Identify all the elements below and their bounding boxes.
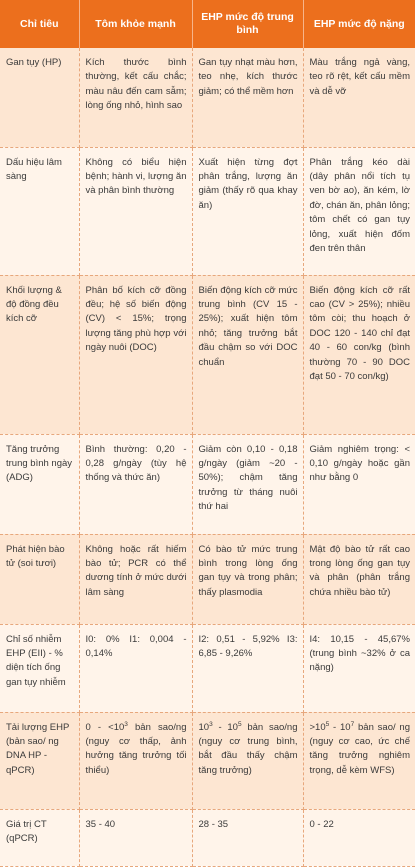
moderate-cell: 28 - 35 [192, 809, 303, 866]
criterion-cell: Gan tụy (HP) [0, 48, 79, 147]
severe-cell: Biến động kích cỡ rất cao (CV > 25%); nhiều tôm còi; thu hoạch ở DOC 120 - 140 chỉ đạt 40 - 60 con/kg (bình thường 70 - 90 DOC đạt 50 - 70 con/kg) [303, 275, 415, 434]
moderate-cell: Có bào tử mức trung bình trong lòng ống gan tụy và trong phân; thấy plasmodia [192, 534, 303, 624]
criterion-cell: Tải lượng EHP (bản sao/ ng DNA HP - qPCR) [0, 712, 79, 809]
criterion-cell: Chỉ số nhiễm EHP (EII) - % diện tích ống gan tụy nhiễm [0, 624, 79, 712]
moderate-cell [192, 712, 303, 809]
moderate-cell: I2: 0,51 - 5,92% I3: 6,85 - 9,26% [192, 624, 303, 712]
severe-cell: Mật độ bào tử rất cao trong lòng ống gan tụy và phân (phân trắng chứa nhiều bào tử) [303, 534, 415, 624]
healthy-cell: Không hoặc rất hiếm bào tử; PCR có thể dương tính ở mức dưới lâm sàng [79, 534, 192, 624]
criterion-cell: Phát hiện bào tử (soi tươi) [0, 534, 79, 624]
healthy-cell: I0: 0% I1: 0,004 - 0,14% [79, 624, 192, 712]
severe-load-exponent-b: 7 [350, 720, 355, 728]
moderate-load-base-a: 10 [198, 721, 210, 733]
criterion-cell: Khối lượng & độ đồng đều kích cỡ [0, 275, 79, 434]
severe-cell: Giảm nghiêm trọng: < 0,10 g/ngày hoặc gần như bằng 0 [303, 434, 415, 534]
moderate-load-exponent-a: 3 [209, 720, 213, 728]
healthy-load-prefix: 0 - <10 [85, 721, 125, 733]
table-row [0, 48, 415, 147]
severe-load-suffix: bản sao/ ng (nguy cơ cao, ức chế tăng trưởng nghiêm trọng, dễ kèm WFS) [309, 721, 410, 776]
healthy-load-suffix: bản sao/ng (nguy cơ thấp, ảnh hưởng tăng trưởng tối thiểu) [85, 721, 187, 776]
healthy-cell: Bình thường: 0,20 - 0,28 g/ngày (tùy hệ thống và thức ăn) [79, 434, 192, 534]
severe-cell: Phân trắng kéo dài (dây phân nổi tích tụ ven bờ ao), ăn kém, lờ đờ, chán ăn, phân lỏng; tôm chết có gan tụy lỏng, xuất hiện đốm đen trên thân [303, 147, 415, 275]
healthy-load-exponent: 3 [124, 720, 128, 728]
severe-cell: I4: 10,15 - 45,67% (trung bình ~32% ở ca nặng) [303, 624, 415, 712]
moderate-cell: Gan tụy nhạt màu hơn, teo nhẹ, kích thước giảm; có thể mềm hơn [192, 48, 303, 147]
healthy-cell: Không có biểu hiện bệnh; hành vi, lượng ăn và phân bình thường [79, 147, 192, 275]
moderate-cell: Xuất hiện từng đợt phân trắng, lượng ăn giảm (thấy rõ qua khay ăn) [192, 147, 303, 275]
severe-cell [303, 712, 415, 809]
header-healthy: Tôm khỏe mạnh [79, 0, 192, 48]
table-row [0, 434, 415, 534]
table-row [0, 275, 415, 434]
header-criterion: Chỉ tiêu [0, 0, 79, 48]
moderate-load-base-b: - 10 [212, 721, 238, 733]
table-row [0, 147, 415, 275]
header-row [0, 0, 415, 48]
header-moderate: EHP mức độ trung bình [192, 0, 303, 48]
healthy-cell: Kích thước bình thường, kết cấu chắc; màu nâu đến cam sẫm; lòng ống nhỏ, hình sao [79, 48, 192, 147]
criterion-cell: Dấu hiệu lâm sàng [0, 147, 79, 275]
table-row [0, 809, 415, 866]
healthy-cell: Phân bố kích cỡ đồng đều; hệ số biến động (CV) < 15%; trọng lượng tăng phù hợp với ngày nuôi (DOC) [79, 275, 192, 434]
severe-cell: 0 - 22 [303, 809, 415, 866]
table-row [0, 534, 415, 624]
criterion-cell: Giá trị CT (qPCR) [0, 809, 79, 866]
criterion-cell: Tăng trưởng trung bình ngày (ADG) [0, 434, 79, 534]
moderate-cell: Giảm còn 0,10 - 0,18 g/ngày (giảm ~20 - 50%); chậm tăng trưởng từ tháng nuôi thứ hai [192, 434, 303, 534]
severe-cell: Màu trắng ngả vàng, teo rõ rệt, kết cấu mềm và dễ vỡ [303, 48, 415, 147]
healthy-cell: 35 - 40 [79, 809, 192, 866]
moderate-load-suffix: bản sao/ng (nguy cơ trung bình, bắt đầu thấy chậm tăng trưởng) [198, 721, 298, 776]
table-row [0, 712, 415, 809]
healthy-cell [79, 712, 192, 809]
moderate-cell: Biến động kích cỡ mức trung bình (CV 15 - 25%); xuất hiện tôm nhỏ; tăng trưởng bắt đầu chậm so với DOC chuẩn [192, 275, 303, 434]
severe-load-base-b: - 10 [329, 721, 351, 733]
table-row [0, 624, 415, 712]
severe-load-exponent-a: 5 [325, 720, 330, 728]
moderate-load-exponent-b: 5 [237, 720, 242, 728]
severe-load-base-a: >10 [309, 721, 326, 733]
header-severe: EHP mức độ nặng [303, 0, 415, 48]
